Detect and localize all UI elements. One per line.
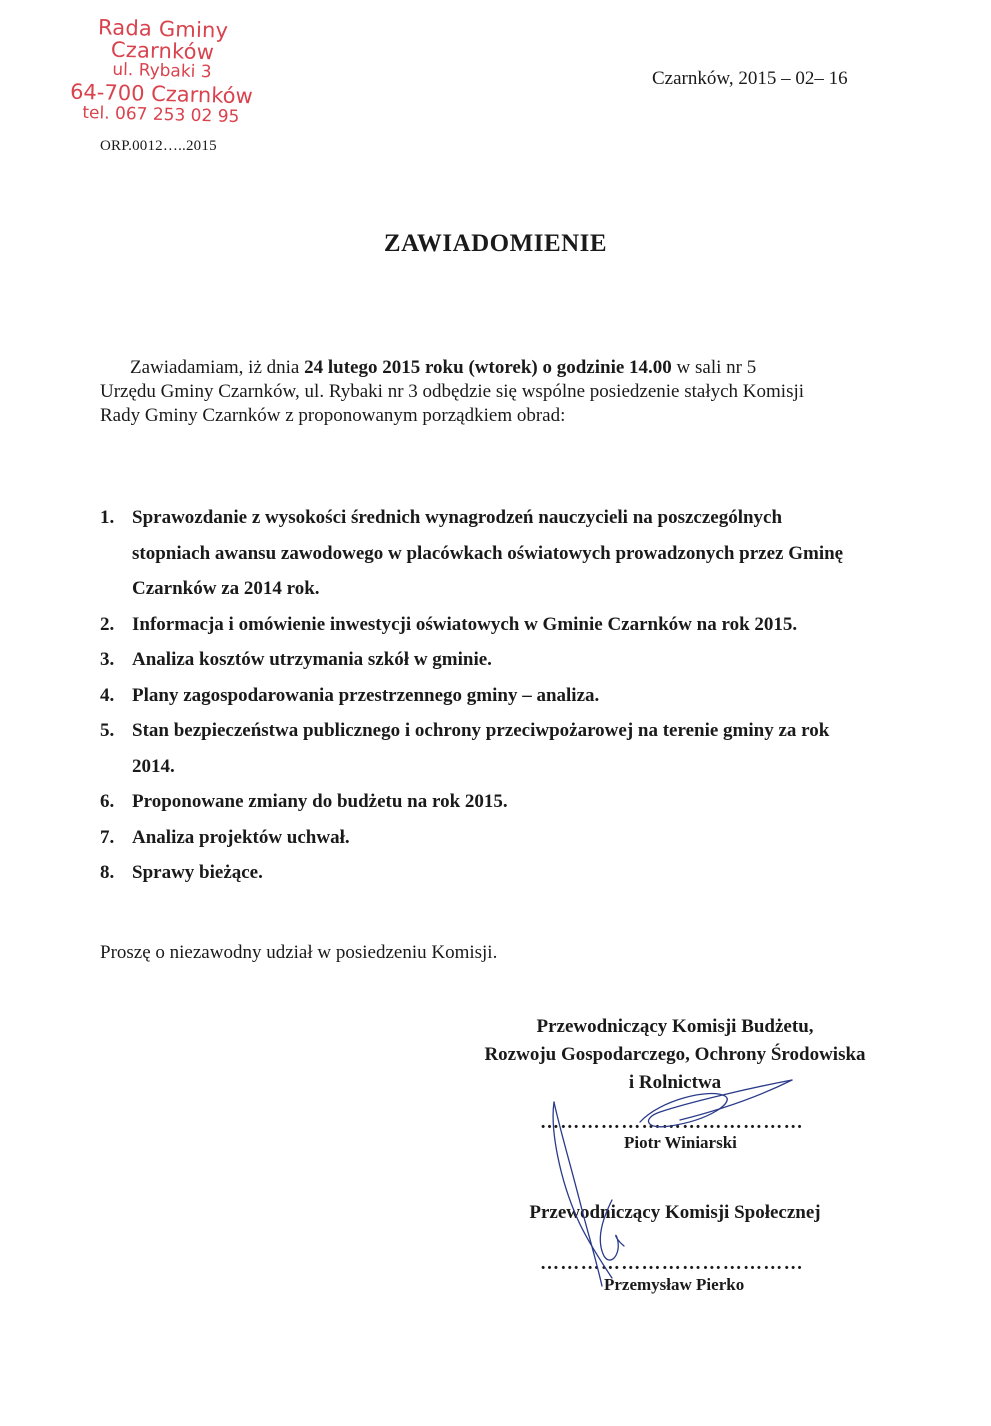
agenda-item-line: Czarnków za 2014 rok. bbox=[132, 578, 320, 599]
agenda-item bbox=[100, 855, 920, 891]
agenda-item-line: Sprawy bieżące. bbox=[132, 862, 263, 883]
intro-text-c: w sali nr 5 bbox=[671, 357, 757, 378]
signatory-1-title-line: Przewodniczący Komisji Budżetu, bbox=[536, 1016, 814, 1037]
intro-text-a: Zawiadamiam, iż dnia bbox=[130, 357, 305, 378]
agenda-item-line: Analiza projektów uchwał. bbox=[132, 826, 350, 848]
agenda-list bbox=[100, 500, 920, 891]
agenda-item-number: 2. bbox=[100, 613, 115, 635]
agenda-item-line: Proponowane zmiany do budżetu na rok 2015. bbox=[132, 791, 508, 812]
agenda-item-number: 6. bbox=[100, 791, 115, 812]
intro-line-1 bbox=[100, 356, 890, 380]
agenda-item-line: Sprawozdanie z wysokości średnich wynagrodzeń nauczycieli na poszczególnych bbox=[132, 507, 783, 528]
agenda-item bbox=[100, 678, 920, 714]
agenda-item bbox=[100, 642, 920, 678]
signature-line-2: ………………………………… bbox=[540, 1253, 804, 1274]
signatory-2-name: Przemysław Pierko bbox=[604, 1275, 745, 1294]
signatory-2-title: Przewodniczący Komisji Społecznej bbox=[529, 1202, 821, 1223]
signatory-1-name: Piotr Winiarski bbox=[624, 1133, 737, 1152]
agenda-item-line: Analiza kosztów utrzymania szkół w gminie. bbox=[132, 649, 492, 670]
agenda-item bbox=[100, 820, 920, 856]
intro-paragraph bbox=[100, 356, 890, 428]
document-date: Czarnków, 2015 – 02– 16 bbox=[652, 68, 848, 89]
agenda-item-number: 8. bbox=[100, 862, 115, 883]
intro-line-2: Urzędu Gminy Czarnków, ul. Rybaki nr 3 odbędzie się wspólne posiedzenie stałych Komisji bbox=[100, 381, 805, 402]
council-stamp bbox=[41, 15, 284, 128]
agenda-item-line: Plany zagospodarowania przestrzennego gminy – analiza. bbox=[132, 684, 600, 706]
signatory-1-title-line: Rozwoju Gospodarczego, Ochrony Środowiska bbox=[484, 1044, 866, 1065]
agenda-item bbox=[100, 500, 920, 607]
agenda-item-line: stopniach awansu zawodowego w placówkach oświatowych prowadzonych przez Gminę bbox=[132, 542, 844, 564]
agenda-item-line: Informacja i omówienie inwestycji oświatowych w Gminie Czarnków na rok 2015. bbox=[132, 613, 798, 635]
reference-number: ORP.0012…..2015 bbox=[100, 138, 217, 154]
stamp-line-council: Rada Gminy Czarnków bbox=[97, 15, 229, 65]
agenda-item bbox=[100, 607, 920, 643]
intro-line-3: Rady Gminy Czarnków z proponowanym porządkiem obrad: bbox=[100, 405, 566, 426]
agenda-item-number: 4. bbox=[100, 684, 115, 706]
closing-sentence: Proszę o niezawodny udział w posiedzeniu Komisji. bbox=[100, 942, 498, 963]
agenda-item-number: 3. bbox=[100, 649, 115, 670]
agenda-item-number: 1. bbox=[100, 507, 115, 528]
stamp-line-phone: tel. 067 253 02 95 bbox=[82, 102, 240, 128]
signatory-1-title bbox=[440, 1013, 910, 1097]
agenda-item-number: 5. bbox=[100, 720, 115, 741]
stamp-line-street: ul. Rybaki 3 bbox=[112, 59, 212, 83]
agenda-item bbox=[100, 784, 920, 820]
agenda-item bbox=[100, 713, 920, 784]
signatory-1-title-line: i Rolnictwa bbox=[628, 1072, 722, 1093]
agenda-item-line: 2014. bbox=[132, 755, 175, 777]
page-title: ZAWIADOMIENIE bbox=[383, 230, 608, 257]
agenda-item-line: Stan bezpieczeństwa publicznego i ochrony przeciwpożarowej na terenie gminy za rok bbox=[132, 720, 830, 741]
agenda-item-number: 7. bbox=[100, 826, 115, 848]
signature-line-1: ………………………………… bbox=[540, 1112, 804, 1133]
intro-date-time: 24 lutego 2015 roku (wtorek) o godzinie 14.00 bbox=[304, 357, 672, 378]
stamp-line-city: 64-700 Czarnków bbox=[69, 79, 254, 109]
